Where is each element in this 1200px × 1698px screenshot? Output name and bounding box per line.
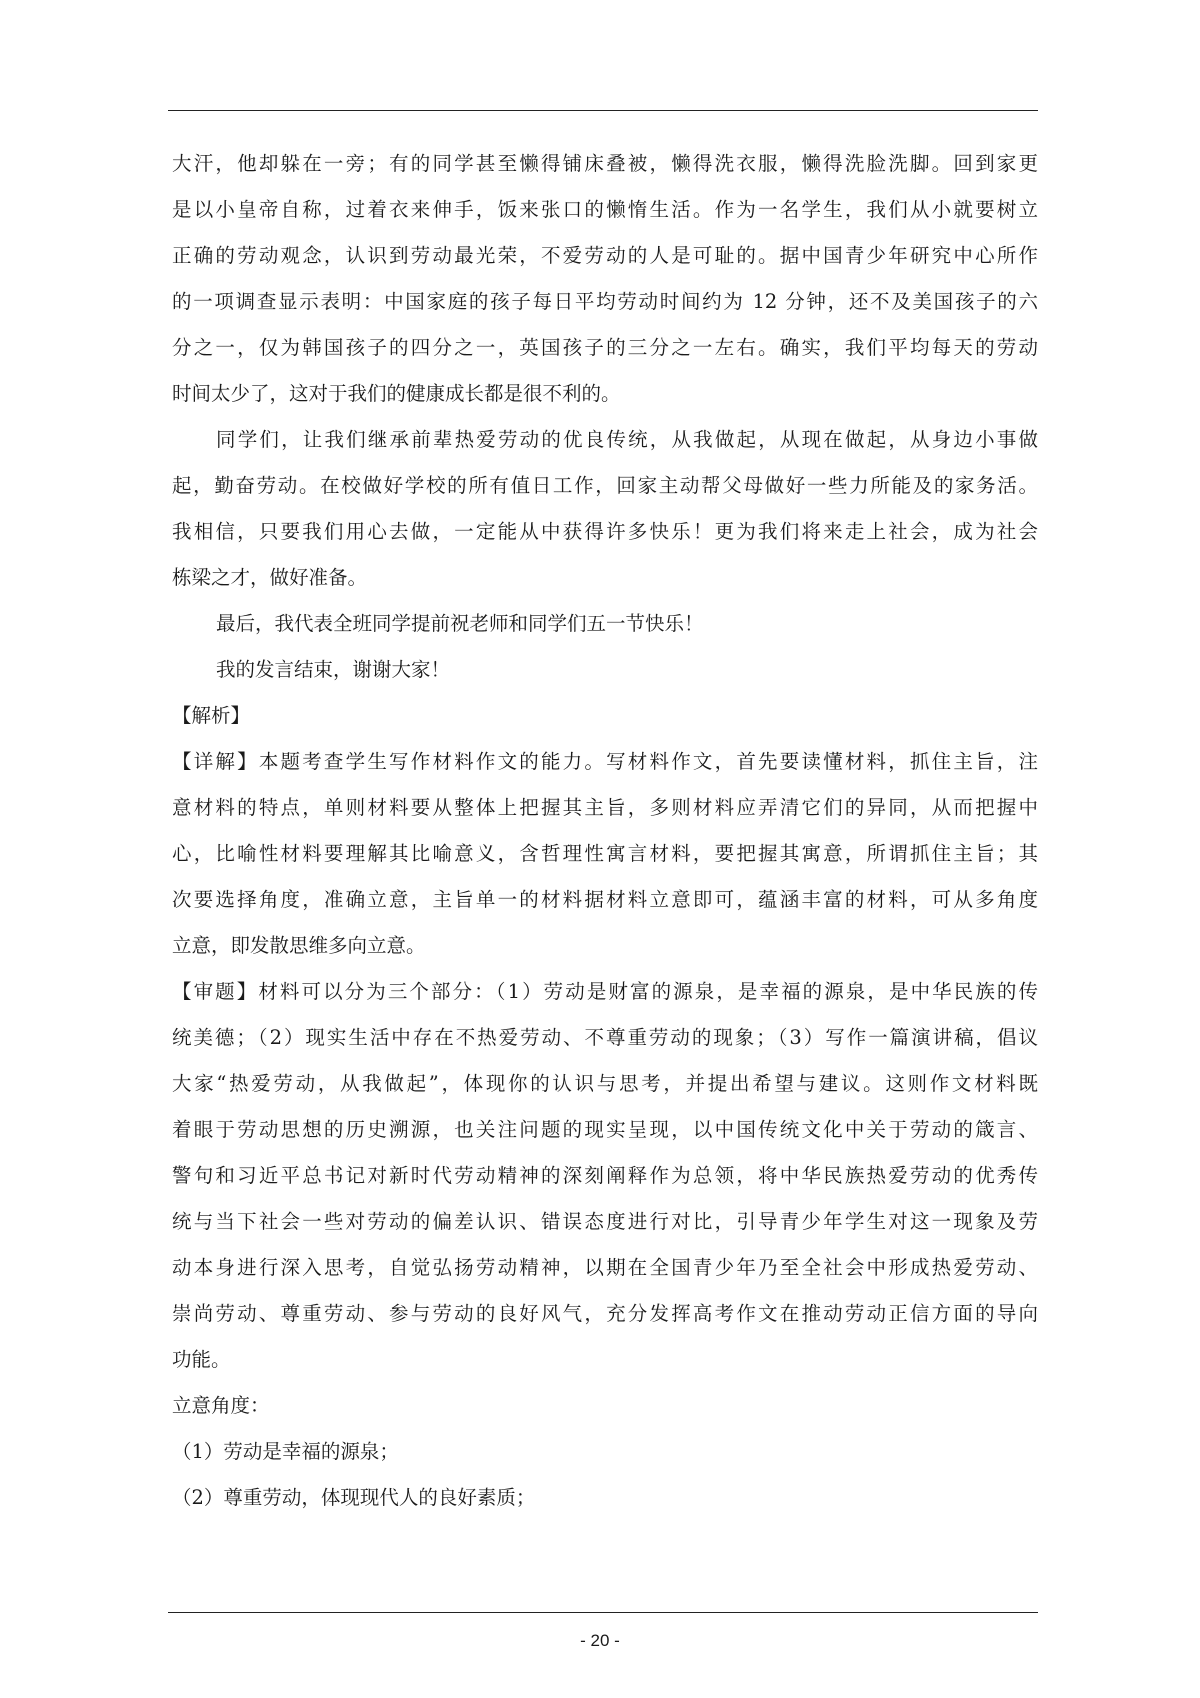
- text-line: 警句和习近平总书记对新时代劳动精神的深刻阐释作为总领，将中华民族热爱劳动的优秀传: [172, 1164, 1038, 1187]
- footer-rule: [168, 1612, 1038, 1613]
- text-line: 动本身进行深入思考，自觉弘扬劳动精神，以期在全国青少年乃至全社会中形成热爱劳动、: [172, 1256, 1038, 1279]
- text-line: 次要选择角度，准确立意，主旨单一的材料据材料立意即可，蕴涵丰富的材料，可从多角度: [172, 888, 1038, 911]
- text-line: 栋梁之才，做好准备。: [172, 566, 368, 589]
- text-line: 【详解】本题考查学生写作材料作文的能力。写材料作文，首先要读懂材料，抓住主旨，注: [172, 750, 1038, 773]
- text-line: （2）尊重劳动，体现现代人的良好素质；: [172, 1486, 536, 1509]
- text-line: 时间太少了，这对于我们的健康成长都是很不利的。: [172, 382, 621, 405]
- text-line: 统美德；（2）现实生活中存在不热爱劳动、不尊重劳动的现象；（3）写作一篇演讲稿，倡议: [172, 1026, 1038, 1049]
- text-line: 我相信，只要我们用心去做，一定能从中获得许多快乐！更为我们将来走上社会，成为社会: [172, 520, 1038, 543]
- text-line: 的一项调查显示表明：中国家庭的孩子每日平均劳动时间约为 12 分钟，还不及美国孩子的六: [172, 290, 1038, 313]
- document-body: [172, 152, 1038, 1532]
- text-line: 正确的劳动观念，认识到劳动最光荣，不爱劳动的人是可耻的。据中国青少年研究中心所作: [172, 244, 1038, 267]
- text-line: 立意，即发散思维多向立意。: [172, 934, 426, 957]
- text-line: 意材料的特点，单则材料要从整体上把握其主旨，多则材料应弄清它们的异同，从而把握中: [172, 796, 1038, 819]
- text-line: 【审题】材料可以分为三个部分：（1）劳动是财富的源泉，是幸福的源泉，是中华民族的传: [172, 980, 1038, 1003]
- text-line: 【解析】: [172, 704, 251, 727]
- text-line: 统与当下社会一些对劳动的偏差认识、错误态度进行对比，引导青少年学生对这一现象及劳: [172, 1210, 1038, 1233]
- text-line: 大汗，他却躲在一旁；有的同学甚至懒得铺床叠被，懒得洗衣服，懒得洗脸洗脚。回到家更: [172, 152, 1038, 175]
- text-line: 同学们，让我们继承前辈热爱劳动的优良传统，从我做起，从现在做起，从身边小事做: [216, 428, 1038, 451]
- page-number: - 20 -: [580, 1631, 620, 1650]
- text-line: 功能。: [172, 1348, 231, 1371]
- text-line: 崇尚劳动、尊重劳动、参与劳动的良好风气，充分发挥高考作文在推动劳动正信方面的导向: [172, 1302, 1038, 1325]
- text-line: 起，勤奋劳动。在校做好学校的所有值日工作，回家主动帮父母做好一些力所能及的家务活。: [172, 474, 1038, 497]
- text-line: 分之一，仅为韩国孩子的四分之一，英国孩子的三分之一左右。确实，我们平均每天的劳动: [172, 336, 1038, 359]
- text-line: 立意角度：: [172, 1394, 270, 1417]
- text-line: 是以小皇帝自称，过着衣来伸手，饭来张口的懒惰生活。作为一名学生，我们从小就要树立: [172, 198, 1038, 221]
- text-line: （1）劳动是幸福的源泉；: [172, 1440, 399, 1463]
- text-line: 心，比喻性材料要理解其比喻意义，含哲理性寓言材料，要把握其寓意，所谓抓住主旨；其: [172, 842, 1038, 865]
- header-rule: [168, 110, 1038, 111]
- text-line: 最后，我代表全班同学提前祝老师和同学们五一节快乐！: [216, 612, 704, 635]
- text-line: 着眼于劳动思想的历史溯源，也关注问题的现实呈现，以中国传统文化中关于劳动的箴言、: [172, 1118, 1038, 1141]
- text-line: 我的发言结束，谢谢大家！: [216, 658, 451, 681]
- text-line: 大家“热爱劳动，从我做起”，体现你的认识与思考，并提出希望与建议。这则作文材料既: [172, 1072, 1038, 1095]
